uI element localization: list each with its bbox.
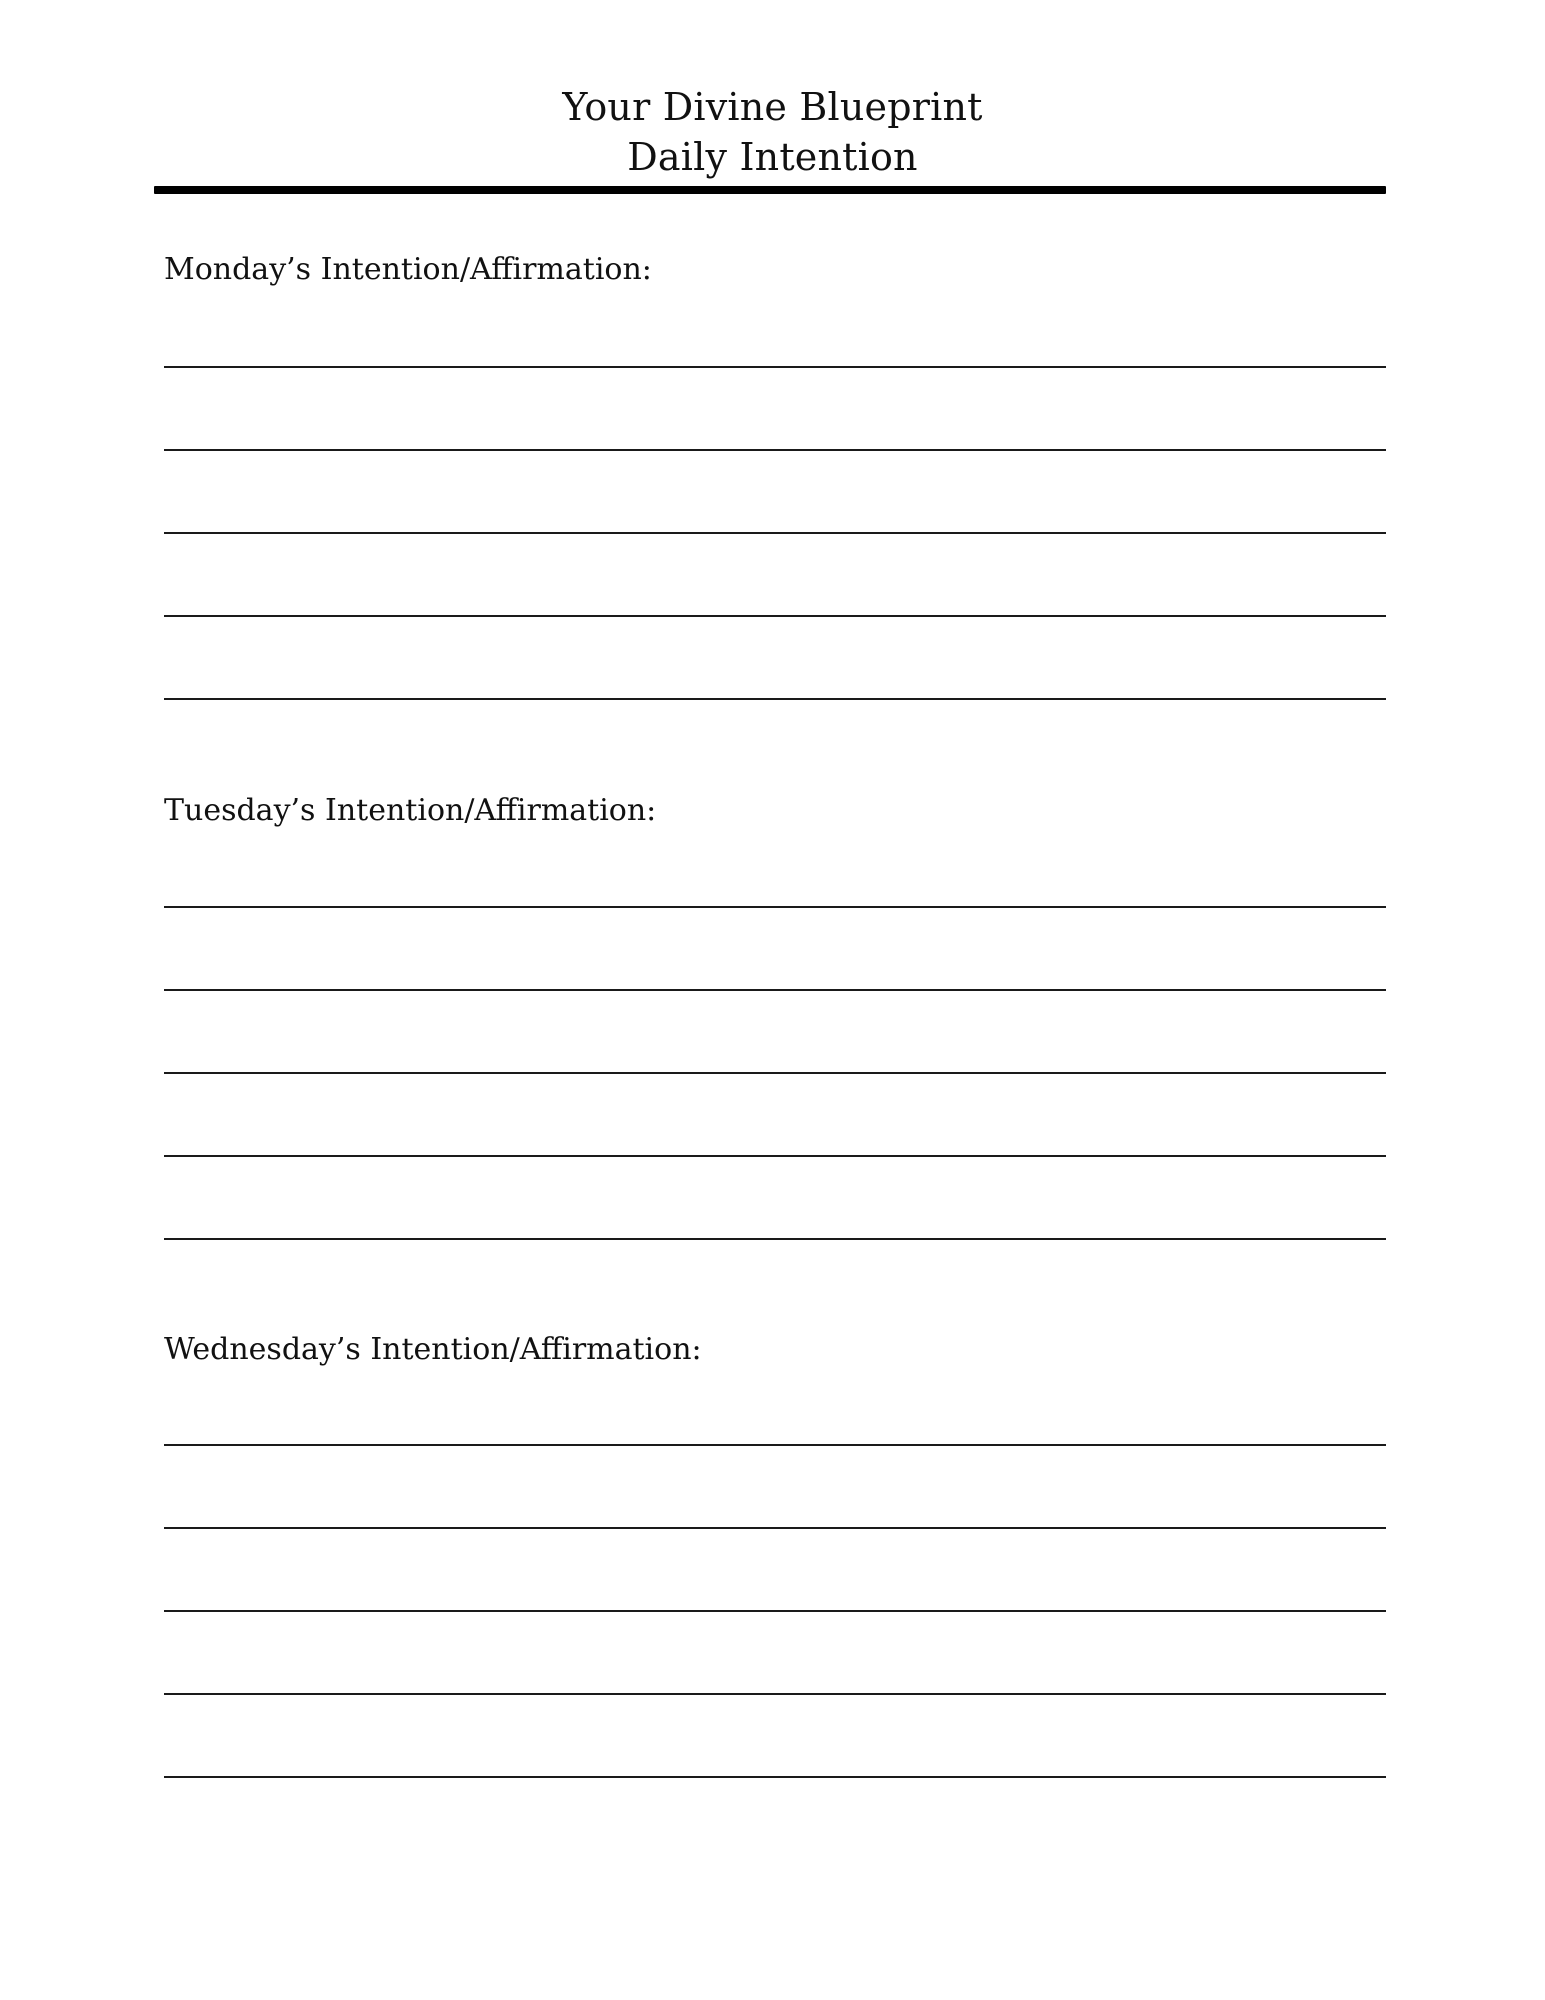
section-heading-monday: Monday’s Intention/Affirmation:: [164, 252, 652, 287]
writing-line[interactable]: [164, 449, 1386, 451]
section-heading-tuesday: Tuesday’s Intention/Affirmation:: [164, 793, 657, 828]
writing-line[interactable]: [164, 698, 1386, 700]
writing-line[interactable]: [164, 1238, 1386, 1240]
page-subtitle: Daily Intention: [627, 135, 918, 179]
writing-line[interactable]: [164, 906, 1386, 908]
writing-line[interactable]: [164, 1527, 1386, 1529]
section-heading-wednesday: Wednesday’s Intention/Affirmation:: [164, 1332, 702, 1367]
writing-line[interactable]: [164, 1610, 1386, 1612]
writing-line[interactable]: [164, 1776, 1386, 1778]
writing-line[interactable]: [164, 366, 1386, 368]
writing-line[interactable]: [164, 615, 1386, 617]
writing-line[interactable]: [164, 532, 1386, 534]
page-title: Your Divine Blueprint: [562, 85, 983, 129]
writing-line[interactable]: [164, 1072, 1386, 1074]
writing-line[interactable]: [164, 1444, 1386, 1446]
writing-line[interactable]: [164, 1155, 1386, 1157]
header: [0, 82, 1545, 182]
writing-line[interactable]: [164, 1693, 1386, 1695]
writing-line[interactable]: [164, 989, 1386, 991]
header-divider: [154, 186, 1386, 194]
